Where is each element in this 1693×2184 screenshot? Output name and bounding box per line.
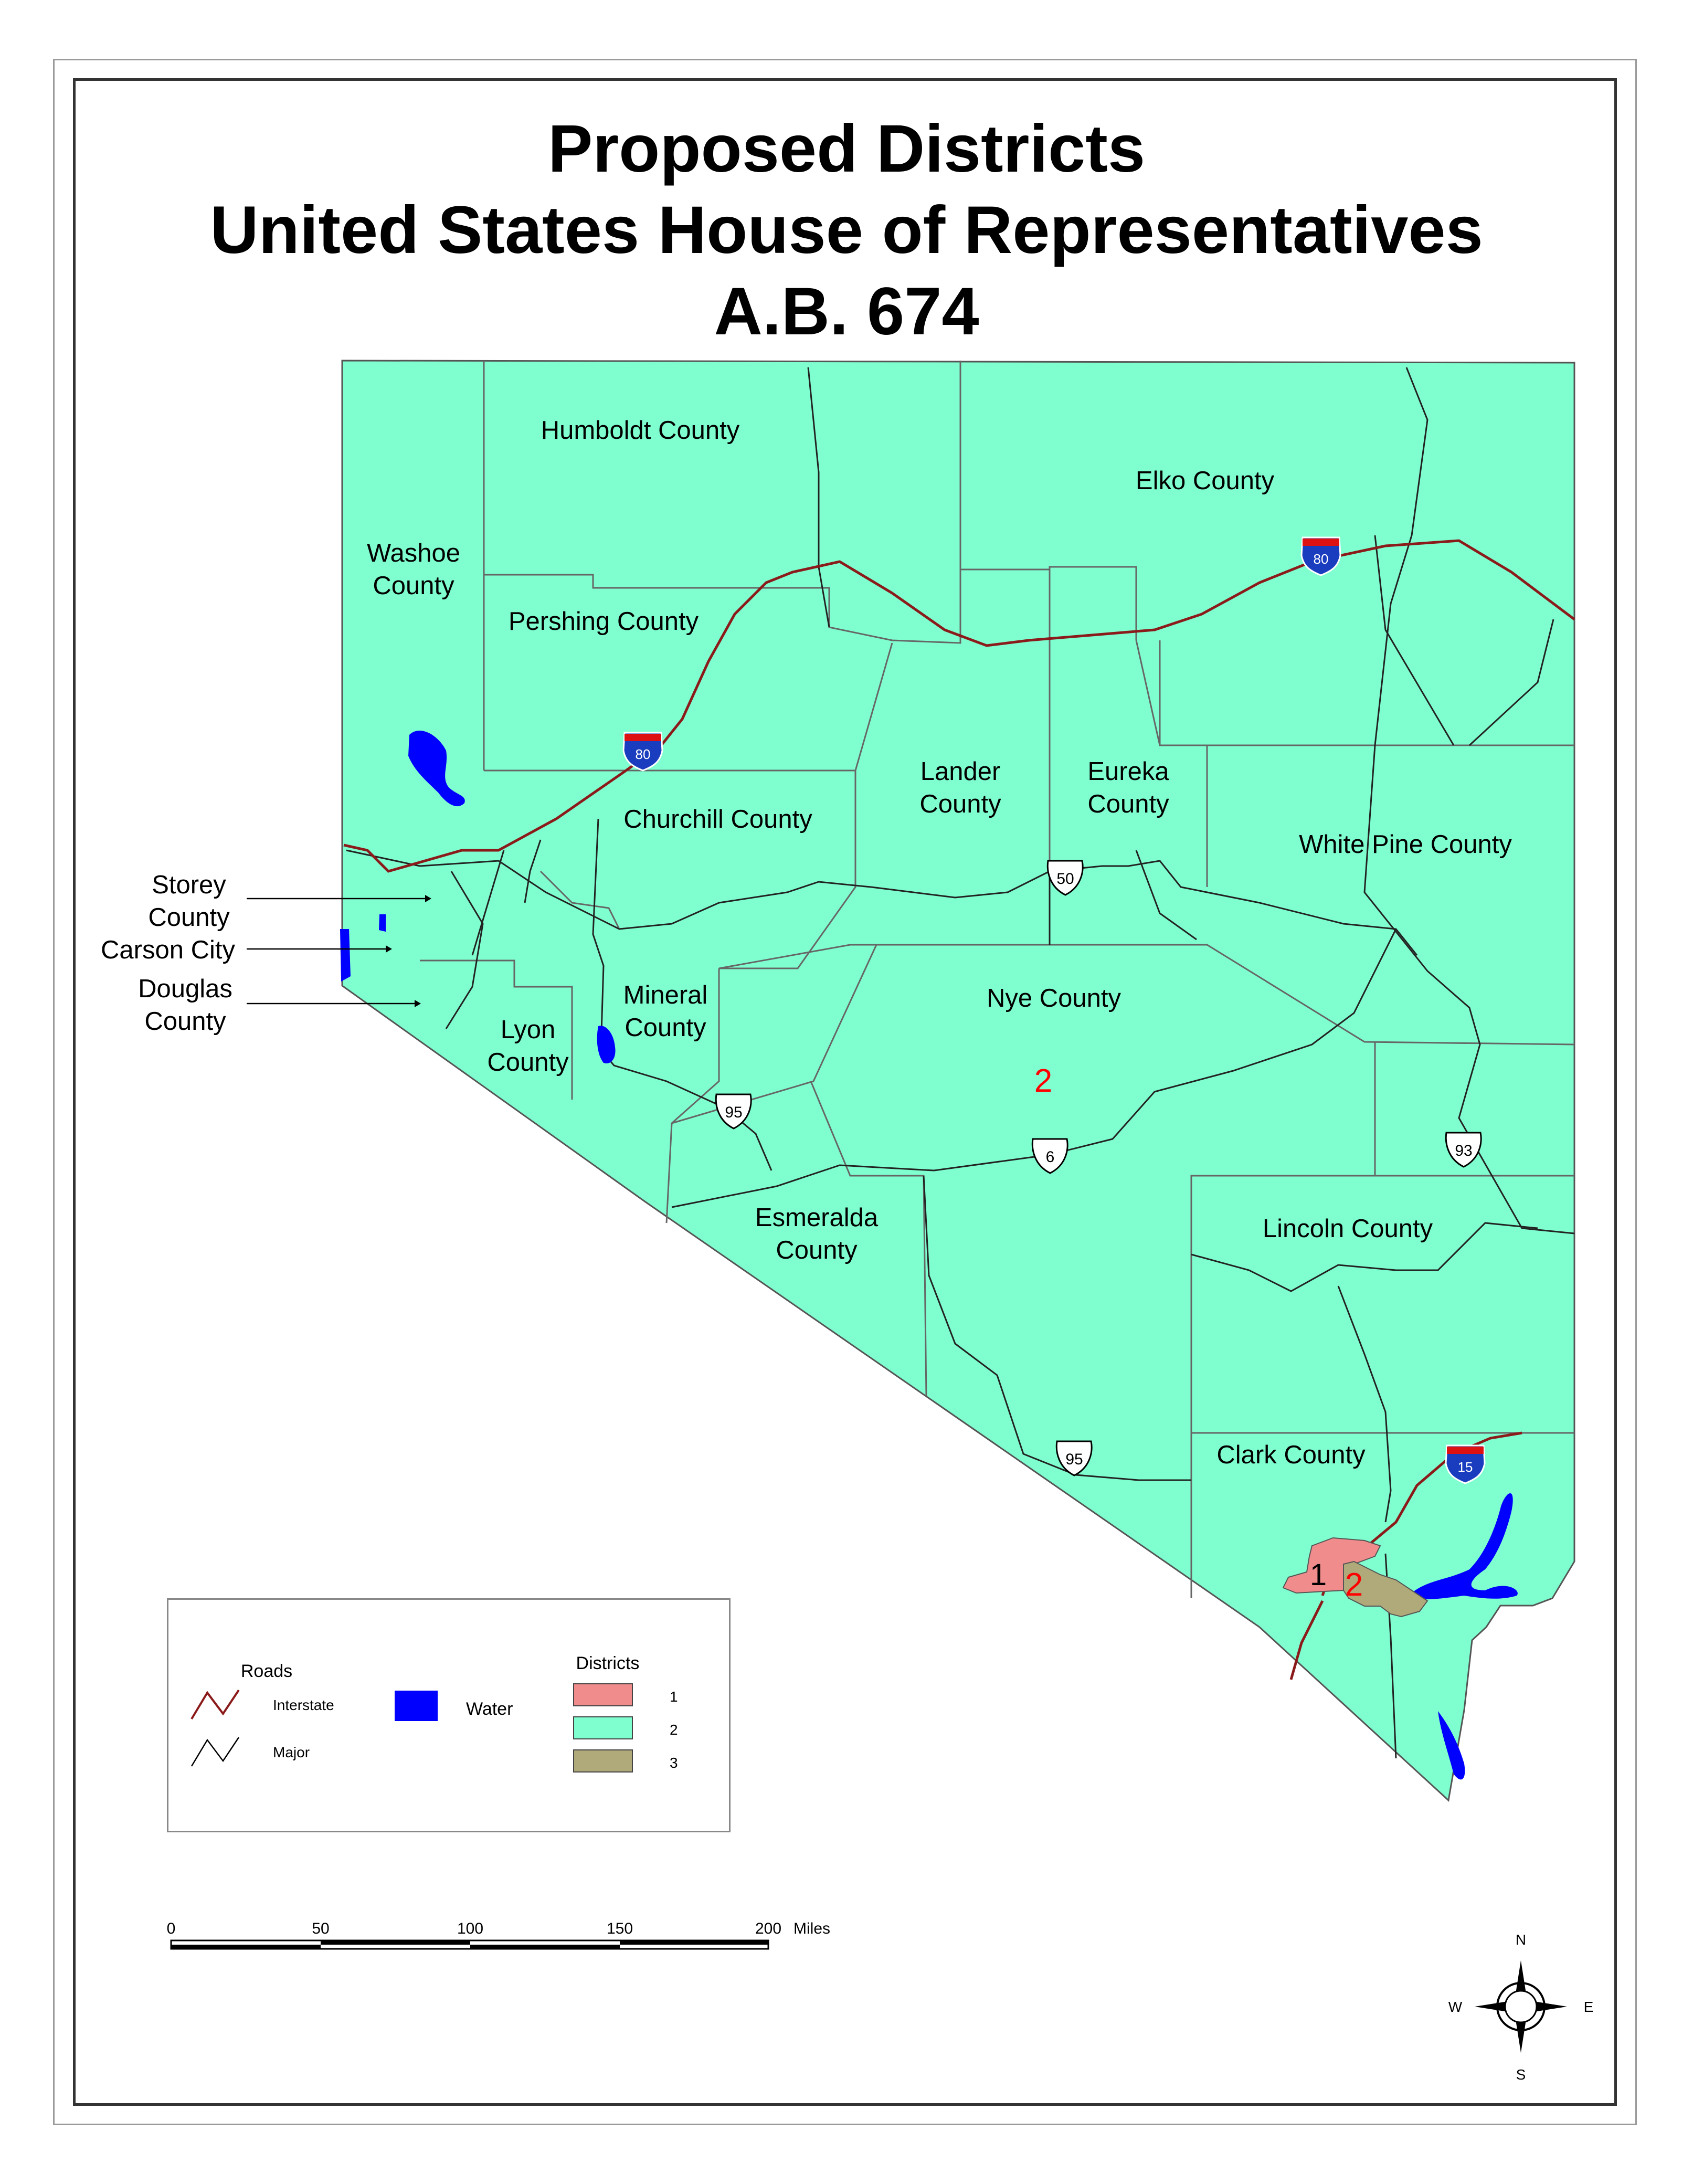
legend-district-3-swatch: [574, 1750, 632, 1772]
us-50-number: 50: [1056, 870, 1074, 888]
legend-major-label: Major: [273, 1744, 310, 1760]
legend-district-3-label: 3: [670, 1755, 678, 1771]
label-douglas-1: Douglas: [138, 975, 232, 1003]
legend-district-2-swatch: [574, 1717, 632, 1739]
label-mineral-1: Mineral: [623, 981, 708, 1009]
label-lincoln: Lincoln County: [1262, 1215, 1433, 1243]
label-humboldt: Humboldt County: [541, 416, 740, 445]
scale-tick-0: 0: [166, 1920, 176, 1937]
district-label-nye: 2: [1034, 1063, 1053, 1099]
legend-district-2-label: 2: [670, 1722, 678, 1738]
legend-districts-title: Districts: [576, 1653, 640, 1673]
legend-district-1-label: 1: [670, 1689, 678, 1705]
label-washoe-1: Washoe: [367, 539, 460, 567]
label-nye: Nye County: [986, 984, 1121, 1012]
scale-tick-150: 150: [606, 1920, 633, 1937]
scale-tick-200: 200: [755, 1920, 782, 1937]
label-churchill: Churchill County: [623, 805, 812, 833]
interstate-15-number: 15: [1457, 1459, 1473, 1475]
label-eureka-1: Eureka: [1087, 757, 1169, 786]
compass-s: S: [1516, 2066, 1526, 2083]
label-douglas-2: County: [144, 1007, 226, 1036]
label-storey-2: County: [148, 903, 230, 932]
label-white-pine: White Pine County: [1299, 830, 1512, 859]
label-lander-1: Lander: [920, 757, 1001, 786]
compass-e: E: [1583, 1999, 1594, 2015]
lake-tahoe: [340, 929, 351, 982]
label-lyon-2: County: [487, 1048, 569, 1077]
label-esmeralda-1: Esmeralda: [755, 1204, 879, 1232]
compass-rose: [1448, 1932, 1594, 2083]
washoe-lake: [379, 914, 386, 932]
label-lyon-1: Lyon: [500, 1016, 556, 1044]
label-storey-1: Storey: [152, 871, 226, 899]
us-95-north-number: 95: [725, 1104, 743, 1121]
interstate-80-west-number: 80: [635, 746, 651, 762]
label-washoe-2: County: [373, 572, 454, 600]
legend-interstate-swatch: [192, 1690, 239, 1719]
scale-bar: [167, 1920, 830, 1949]
legend-major-swatch: [192, 1737, 239, 1766]
interstate-80-east-number: 80: [1313, 551, 1329, 567]
legend-interstate-label: Interstate: [273, 1697, 334, 1713]
label-mineral-2: County: [625, 1014, 706, 1042]
scale-tick-50: 50: [312, 1920, 330, 1937]
scale-tick-100: 100: [457, 1920, 484, 1937]
legend-water-label: Water: [466, 1699, 513, 1719]
label-clark: Clark County: [1216, 1441, 1366, 1469]
label-lander-2: County: [919, 790, 1001, 818]
map-title-line2: United States House of Representatives: [210, 193, 1483, 268]
label-pershing: Pershing County: [508, 607, 699, 636]
map-title-line1: Proposed Districts: [547, 111, 1146, 186]
label-eureka-2: County: [1087, 790, 1169, 818]
district-label-2-lv: 2: [1345, 1567, 1363, 1603]
district-label-1: 1: [1309, 1558, 1327, 1592]
legend: [192, 1653, 678, 1772]
label-carson-city: Carson City: [101, 936, 235, 964]
map-title-line3: A.B. 674: [714, 274, 979, 349]
legend-water-swatch: [395, 1691, 438, 1721]
compass-w: W: [1448, 1999, 1463, 2015]
legend-roads-title: Roads: [240, 1661, 293, 1681]
scale-unit: Miles: [793, 1920, 831, 1937]
us-6-number: 6: [1045, 1148, 1055, 1166]
label-elko: Elko County: [1135, 467, 1275, 495]
label-esmeralda-2: County: [776, 1236, 858, 1264]
us-93-number: 93: [1455, 1142, 1473, 1159]
us-95-south-number: 95: [1065, 1451, 1083, 1468]
legend-district-1-swatch: [574, 1684, 632, 1706]
compass-n: N: [1515, 1932, 1527, 1948]
